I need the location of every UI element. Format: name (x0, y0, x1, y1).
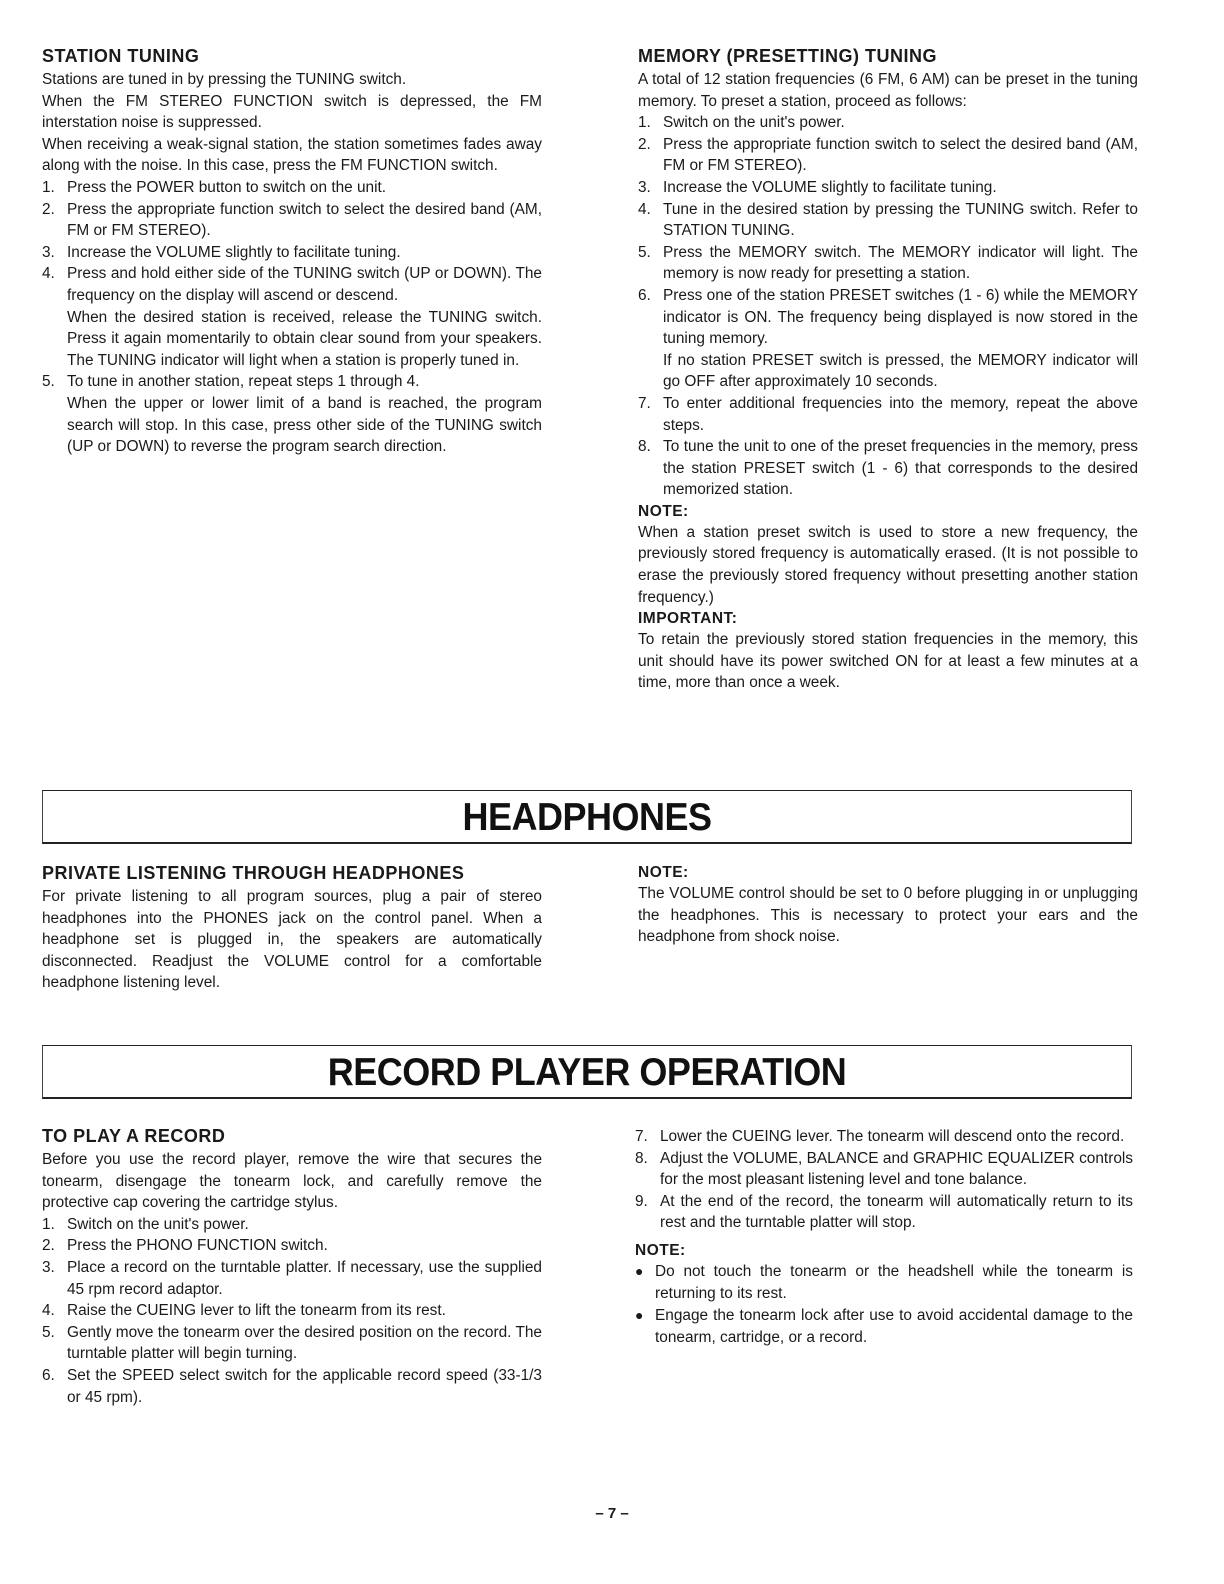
headphones-heading: PRIVATE LISTENING THROUGH HEADPHONES (42, 863, 465, 883)
list-item: 1. Press the POWER button to switch on the unit. (42, 178, 387, 196)
station-tuning-section (42, 45, 542, 458)
record-banner (42, 1045, 1132, 1099)
memory-tuning-heading: MEMORY (PRESETTING) TUNING (638, 46, 938, 66)
list-item: 5. Gently move the tonearm over the desired position on the record. The turntable platter will begin turning. (42, 1323, 542, 1363)
note-label: NOTE: (635, 1241, 686, 1259)
list-item: 5. Press the MEMORY switch. The MEMORY indicator will light. The memory is now ready for presetting a station. (638, 243, 1138, 283)
record-steps-left (42, 1214, 542, 1408)
record-banner-title: RECORD PLAYER OPERATION (327, 1048, 847, 1094)
list-item: 3. Increase the VOLUME slightly to facilitate tuning. (42, 243, 401, 261)
record-steps-right (635, 1126, 1133, 1234)
paragraph: For private listening to all program sources, plug a pair of stereo headphones into the PHONES jack on the control panel. When a headphone set is plugged in, the speakers are automatically disconnected. Readjust the VOLUME control for a comfortable headphone listening level. (42, 888, 542, 992)
important-label: IMPORTANT: (638, 610, 738, 628)
memory-tuning-steps (638, 112, 1138, 501)
station-tuning-heading: STATION TUNING (42, 46, 200, 66)
list-item: 2. Press the appropriate function switch to select the desired band (AM, FM or FM STEREO). (42, 200, 542, 240)
page-number: – 7 – (595, 1505, 629, 1522)
list-item: 3. Place a record on the turntable platter. If necessary, use the supplied 45 rpm record adaptor. (42, 1258, 542, 1298)
list-item: 8. Adjust the VOLUME, BALANCE and GRAPHIC EQUALIZER controls for the most pleasant listening level and tone balance. (635, 1149, 1133, 1189)
list-item: 8. To tune the unit to one of the preset frequencies in the memory, press the station PRESET switch (1 - 6) that corresponds to the desired memorized station. (638, 438, 1138, 499)
record-heading: TO PLAY A RECORD (42, 1126, 226, 1146)
list-item: 4. Tune in the desired station by pressing the TUNING switch. Refer to STATION TUNING. (638, 200, 1138, 240)
paragraph: A total of 12 station frequencies (6 FM, 6 AM) can be preset in the tuning memory. To preset a station, proceed as follows: (638, 71, 1138, 110)
paragraph: Before you use the record player, remove the wire that secures the tonearm, disengage the tonearm lock, and carefully remove the protective cap covering the cartridge stylus. (42, 1151, 542, 1212)
note-label: NOTE: (638, 864, 689, 881)
note-label: NOTE: (638, 502, 689, 520)
headphones-note (638, 862, 1138, 948)
list-item: ● Engage the tonearm lock after use to avoid accidental damage to the tonearm, cartridge, or a record. (635, 1307, 1133, 1346)
paragraph: Stations are tuned in by pressing the TUNING switch. (42, 71, 407, 88)
record-section (42, 1125, 542, 1408)
list-item: 1. Switch on the unit's power. (42, 1215, 249, 1233)
list-item: 2. Press the appropriate function switch to select the desired band (AM, FM or FM STEREO). (638, 135, 1138, 175)
list-item: ● Do not touch the tonearm or the headshell while the tonearm is returning to its rest. (635, 1262, 1133, 1302)
list-item: 2. Press the PHONO FUNCTION switch. (42, 1237, 328, 1255)
list-item: 9. At the end of the record, the tonearm will automatically return to its rest and the turntable platter will stop. (635, 1192, 1133, 1232)
list-item: 7. Lower the CUEING lever. The tonearm will descend onto the record. (635, 1128, 1125, 1145)
memory-tuning-section (638, 45, 1138, 694)
headphones-section (42, 862, 542, 994)
bullet-icon: ● (635, 1307, 644, 1324)
list-item: 4. Raise the CUEING lever to lift the tonearm from its rest. (42, 1302, 446, 1320)
note-text: When a station preset switch is used to store a new frequency, the previously stored frequency is automatically erased. (It is not possible to erase the previously stored frequency without presetting another station frequency.) (638, 523, 1138, 606)
station-tuning-steps (42, 177, 542, 458)
list-item: 7. To enter additional frequencies into the memory, repeat the above steps. (638, 394, 1138, 434)
list-item: 5. To tune in another station, repeat steps 1 through 4. When the upper or lower limit of a band is reached, the program search will stop. In this case, press other side of the TUNING switch (UP or DOWN) to reverse the program search direction. (42, 373, 542, 456)
paragraph: When receiving a weak-signal station, the station sometimes fades away along with the noise. In this case, press the FM FUNCTION switch. (42, 135, 542, 175)
important-text: To retain the previously stored station frequencies in the memory, this unit should have its power switched ON for at least a few minutes at a time, more than once a week. (638, 631, 1138, 692)
paragraph: When the FM STEREO FUNCTION switch is depressed, the FM interstation noise is suppressed. (42, 92, 542, 132)
list-item: 3. Increase the VOLUME slightly to facilitate tuning. (638, 178, 997, 196)
list-item: 6. Press one of the station PRESET switches (1 - 6) while the MEMORY indicator is ON. The frequency being displayed is now stored in the tuning memory. If no station PRESET switch is pressed, the MEMORY indicator will go OFF after approximately 10 seconds. (638, 286, 1138, 391)
list-item: 4. Press and hold either side of the TUNING switch (UP or DOWN). The frequency on the display will ascend or descend. When the desired station is received, release the TUNING switch. Press it again momentarily to obtain clear sound from your speakers. The TUNING indicator will light when a station is properly tuned in. (42, 265, 542, 369)
headphones-banner-title: HEADPHONES (462, 793, 712, 839)
list-item: 1. Switch on the unit's power. (638, 114, 845, 132)
record-note-bullets (635, 1261, 1133, 1348)
headphones-banner (42, 790, 1132, 844)
list-item: 6. Set the SPEED select switch for the applicable record speed (33-1/3 or 45 rpm). (42, 1366, 542, 1406)
record-section-continued (635, 1126, 1133, 1349)
bullet-icon: ● (635, 1262, 644, 1279)
note-text: The VOLUME control should be set to 0 before plugging in or unplugging the headphones. This is necessary to protect your ears and the headphone from shock noise. (638, 885, 1138, 946)
